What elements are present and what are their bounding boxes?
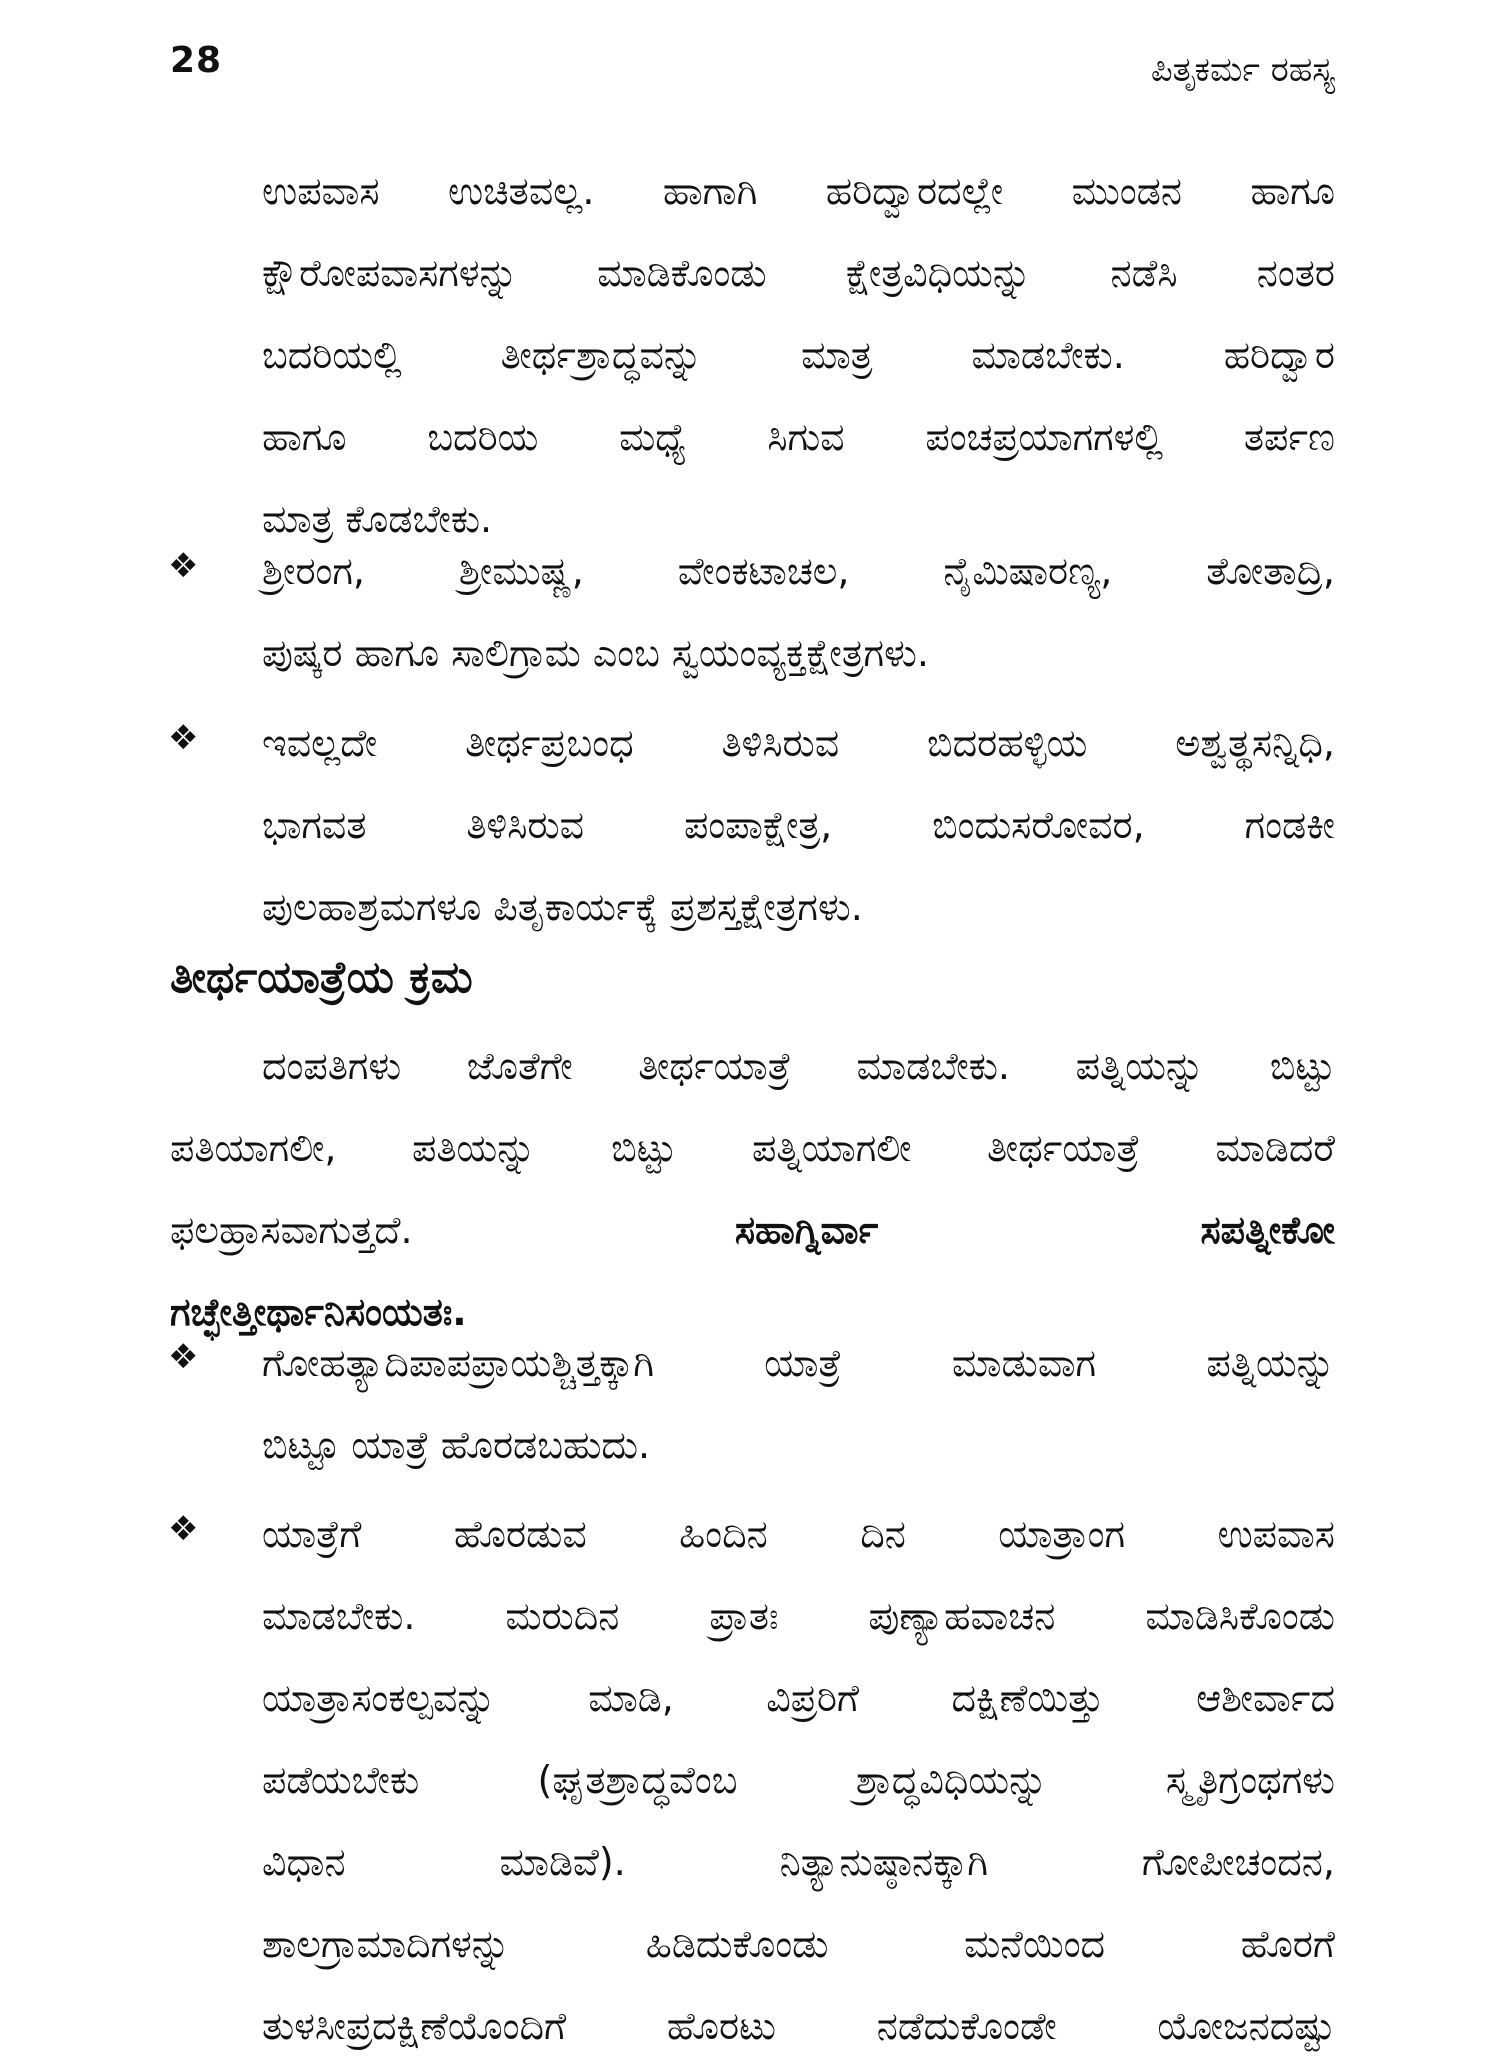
text-line: ಶಾಲಗ್ರಾಮಾದಿಗಳನ್ನು ಹಿಡಿದುಕೊಂಡು ಮನೆಯಿಂದ ಹೊರಗೆ [262, 1922, 1335, 1966]
bullet-item [262, 1322, 1335, 1486]
bullet-item [262, 702, 1335, 948]
text-line: ಬದರಿಯಲ್ಲಿ ತೀರ್ಥಶ್ರಾದ್ಧವನ್ನು ಮಾತ್ರ ಮಾಡಬೇಕು. ಹರಿದ್ವಾರ [262, 333, 1335, 377]
bullet-mark: ❖ [168, 718, 199, 758]
text-line: ಮಾಡಬೇಕು. ಮರುದಿನ ಪ್ರಾತಃ ಪುಣ್ಯಾಹವಾಚನ ಮಾಡಿಸಿಕೊಂಡು [262, 1594, 1335, 1638]
running-title: ಪಿತೃಕರ್ಮ ರಹಸ್ಯ [1150, 50, 1335, 90]
page-number: 28 [170, 40, 223, 81]
text-line: ವಿಧಾನ ಮಾಡಿವೆ). ನಿತ್ಯಾನುಷ್ಠಾನಕ್ಕಾಗಿ ಗೋಪೀಚಂದನ, [262, 1840, 1335, 1884]
text-line: ಹಾಗೂ ಬದರಿಯ ಮಧ್ಯೆ ಸಿಗುವ ಪಂಚಪ್ರಯಾಗಗಳಲ್ಲಿ ತರ್ಪಣ [262, 415, 1335, 459]
text-line: ಪುಲಹಾಶ್ರಮಗಳೂ ಪಿತೃಕಾರ್ಯಕ್ಕೆ ಪ್ರಶಸ್ತಕ್ಷೇತ್ರಗಳು. [262, 885, 863, 929]
quote-run: ಸಪತ್ನೀಕೋ [1200, 1208, 1335, 1252]
text-line: ಕ್ಷೌರೋಪವಾಸಗಳನ್ನು ಮಾಡಿಕೊಂಡು ಕ್ಷೇತ್ರವಿಧಿಯನ್ನು ನಡೆಸಿ ನಂತರ [262, 251, 1335, 295]
quote-run: ಸಹಾಗ್ನಿರ್ವಾ [734, 1208, 879, 1252]
bullet-mark: ❖ [168, 1509, 199, 1549]
text-line: ಭಾಗವತ ತಿಳಿಸಿರುವ ಪಂಪಾಕ್ಷೇತ್ರ, ಬಿಂದುಸರೋವರ, ಗಂಡಕೀ [262, 803, 1335, 847]
text-line: ದಂಪತಿಗಳು ಜೊತೆಗೇ ತೀರ್ಥಯಾತ್ರೆ ಮಾಡಬೇಕು. ಪತ್ನಿಯನ್ನು ಬಿಟ್ಟು [262, 1044, 1335, 1088]
text-line: ಶ್ರೀರಂಗ, ಶ್ರೀಮುಷ್ಣ, ವೇಂಕಟಾಚಲ, ನೈಮಿಷಾರಣ್ಯ, ತೋತಾದ್ರಿ, [262, 549, 1335, 593]
text-line [170, 1189, 1335, 1271]
text-line: ಗೋಹತ್ಯಾದಿಪಾಪಪ್ರಾಯಶ್ಚಿತ್ತಕ್ಕಾಗಿ ಯಾತ್ರೆ ಮಾಡುವಾಗ ಪತ್ನಿಯನ್ನು [262, 1341, 1335, 1385]
text-line: ಉಪವಾಸ ಉಚಿತವಲ್ಲ. ಹಾಗಾಗಿ ಹರಿದ್ವಾರದಲ್ಲೇ ಮುಂಡನ ಹಾಗೂ [262, 169, 1335, 213]
text-line: ತುಳಸೀಪ್ರದಕ್ಷಿಣೆಯೊಂದಿಗೆ ಹೊರಟು ನಡೆದುಕೊಂಡೇ ಯೋಜನದಷ್ಟು [262, 2004, 1335, 2048]
bullet-item [262, 1493, 1335, 2067]
text-line: ಪಡೆಯಬೇಕು (ಘೃತಶ್ರಾದ್ಧವೆಂಬ ಶ್ರಾದ್ಧವಿಧಿಯನ್ನು ಸ್ಮೃತಿಗ್ರಂಥಗಳು [262, 1758, 1335, 1802]
paragraph-intro [170, 1025, 1335, 1353]
bullet-item [262, 530, 1335, 694]
text-line: ಯಾತ್ರಾಸಂಕಲ್ಪವನ್ನು ಮಾಡಿ, ವಿಪ್ರರಿಗೆ ದಕ್ಷಿಣೆಯಿತ್ತು ಆಶೀರ್ವಾದ [262, 1676, 1335, 1720]
text-line: ಮಾತ್ರ ಕೊಡಬೇಕು. [262, 497, 493, 541]
quote-line: ಗಚ್ಛೇತ್ತೀರ್ಥಾನಿಸಂಯತಃ. [170, 1290, 467, 1334]
text-line: ಇವಲ್ಲದೇ ತೀರ್ಥಪ್ರಬಂಧ ತಿಳಿಸಿರುವ ಬಿದರಹಳ್ಳಿಯ ಅಶ್ವತ್ಥಸನ್ನಿಧಿ, [262, 721, 1335, 765]
text-line: ಪತಿಯಾಗಲೀ, ಪತಿಯನ್ನು ಬಿಟ್ಟು ಪತ್ನಿಯಾಗಲೀ ತೀರ್ಥಯಾತ್ರೆ ಮಾಡಿದರೆ [170, 1126, 1335, 1170]
text-line: ಪುಷ್ಕರ ಹಾಗೂ ಸಾಲಿಗ್ರಾಮ ಎಂಬ ಸ್ವಯಂವ್ಯಕ್ತಕ್ಷೇತ್ರಗಳು. [262, 631, 929, 675]
text-line: ಯಾತ್ರೆಗೆ ಹೊರಡುವ ಹಿಂದಿನ ದಿನ ಯಾತ್ರಾಂಗ ಉಪವಾಸ [262, 1512, 1335, 1556]
paragraph-continuation [262, 150, 1335, 560]
section-heading: ತೀರ್ಥಯಾತ್ರೆಯ ಕ್ರಮ [170, 952, 473, 1003]
bullet-mark: ❖ [168, 546, 199, 586]
text-line: ಬಿಟ್ಟೂ ಯಾತ್ರೆ ಹೊರಡಬಹುದು. [262, 1423, 651, 1467]
text-run: ಫಲಹ್ರಾಸವಾಗುತ್ತದೆ. [170, 1208, 413, 1252]
bullet-mark: ❖ [168, 1337, 199, 1377]
